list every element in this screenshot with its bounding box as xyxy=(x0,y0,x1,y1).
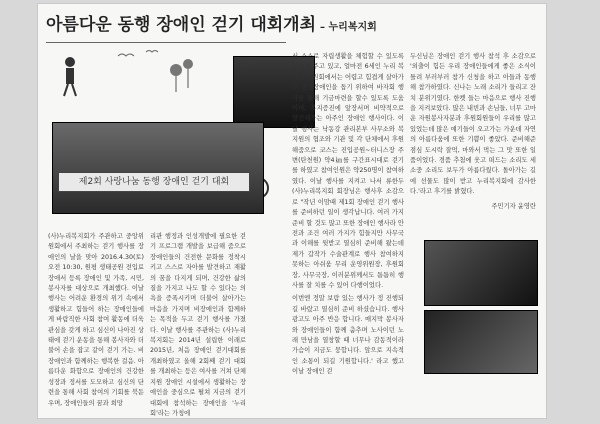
headline xyxy=(46,14,377,39)
headline-rule xyxy=(46,42,286,43)
walking-person-icon xyxy=(64,57,76,96)
byline: 주민기자 윤영란 xyxy=(491,202,536,210)
newspaper-clipping xyxy=(38,4,546,418)
headline-title: 아름다운 동행 장애인 걷기 대회개최 xyxy=(46,15,317,35)
article-column-4: 두신님은 장애인 걷기 행사 참석 후 소감으로 '외출이 힘든 우리 장애인들에게 좋은 소식이 틀려 부러부러 참가 신청을 하고 아들과 동행해 참가하였다. 신나는 노래 소리가 들리고 잔치 분위기였다. 한켓 들는 마음으로 행사 진행을 지켜보았다. 많은 내빈과 손님들, 너무 고마운 자원봉사자분과 후원회원들이 우리를 많고 있었는데 많은 얘기들이 오고가는 가운데 자연의 아름다움에 또한 기쁨이 좋았다. 준비해준 점심 도시락 잘먹, 마와서 먹는 그 맛 또한 일품이었다. 경품 추첨에 웃고 떠드는 소리도 세 소중 소리도 보두가 아름다웠다. 돌아가는 길에 선물도 많이 받고 누리복지회에 감사한다.'라고 후기를 밝혔다. 주민기자 윤영란 xyxy=(410,52,536,212)
article-column-3: 서 스스로 자립생활을 체험할 수 있도록 도움을 주고 있고, 얼마전 6세인 누리 복지회 후원회에서는 어렵고 힘겹게 살아가는 중증장애인을 돕기 위하여 바자회 행사를 통해 기금마련을 할수 있도록 도움이며, 복지증진에 앞장서며 비약적으로 발전해가는 아주인 장애인 행사이다. 이날 행사는 낙동강 관리본부 사무소와 복지원의 협조와 기관 및 각 단체에서 후원해줌으로 코스는 진입공원~터니스장 주변(탄천원) 약4㎞를 구간표시대로 걷기를 하였고 참여인원은 약250명이 참여하였다. 이날 행사를 지켜고 나서 류한두 (사)누리복지회 회장님은 행사후 소감으로 "작년 이맘때 제1회 장애인 걷기 행사를 준비하던 일이 생각납니다. 여러 가지 준비 할 것도 많고 또한 장애인 행사라 안전과 조건 여러 가지가 힘들지만 사무국과 이해를 뒷받고 열심히 준비해 왔는데 제가 갑작가 수술관계로 행사 참여하지 못하는 아쉬움 무리 운영위원장, 후원회장, 사무국장, 이러분위께서도 틈틈히 행사를 잘 치를 수 있어 다행이었다. 이번엔 정말 보람 있는 행사가 정 진행되길 바랐고 열심히 준비 하셨습니다. 행사 광고도 아주 반응 합니다. 매지막 봉사자와 장애인들이 함께 춤추며 노사이던 노래 만남을 열창할 때 너무나 감동적이라 가슴이 지금도 뭉합니다. 앞으로 지속적인 소통이 되길 기원합니다.' 라고 했고 이날 장애인 걷 xyxy=(292,52,404,378)
event-photo-gathering xyxy=(424,310,538,374)
tree-icon xyxy=(170,64,182,92)
article-column-3b: 이번엔 정말 보람 있는 행사가 정 진행되길 바랐고 열심히 준비 하셨습니다. 행사 광고도 아주 반응 합니다. 매지막 봉사자와 장애인들이 함께 춤추며 노사이던 노래 만남을 열창할 때 너무나 감동적이라 가슴이 지금도 뭉합니다. 앞으로 지속적인 소통이 되길 기원합니다.' 라고 했고 이날 장애인 걷 xyxy=(292,295,404,376)
event-photo-banner xyxy=(52,122,264,214)
bird-icon xyxy=(146,51,158,53)
article-column-1: (사)누리복지회가 주관하고 중앙위원회에서 주최하는 걷기 행사를 장애인의 날을 맞아 2016.4.30(토) 오전 10:30, 원평 생태공원 전입료 장애서 등록 장애인 및 가족, 시민, 봉사자를 대상으로 개최했다. 이날 행사는 어려운 환경의 위기 속에서 생활하고 힘들어 하는 장애인들에게 바람직한 사회 참여 활동에 더욱 관심을 갖게 하고 심신이 나아진 상태에 걷기 운동을 통해 봉사자와 더불어 손을 잡고 같이 걷기 가는. 비장애인과 함께하는 행복한 걸음. 아름다운 화합으로 장애인의 건강한 성장과 정서를 도모하고 심신의 단련을 통해 사회 참여의 기회를 북돋우며, 장애인들의 꿈과 희망 xyxy=(48,233,144,407)
headline-source: – 누리복지회 xyxy=(320,22,377,33)
event-photo-crowd xyxy=(424,240,538,306)
tree-icon xyxy=(183,59,193,88)
article-column-2: 리관 행정과 인성개발에 필요한 걷기 프로그램 개발을 보급해 줌으로 장애인들의 건전한 문화를 정착시키고 스스로 자아를 발견하고 재활의 꿈을 다지게 되며, 건강한 삶의 질을 가지고 나도 할 수 있다는 의욕을 증폭시키며 더불어 살아가는 마음을 가지며 비장애인과 함께하는 목적을 두고 걷기 행사를 가졌다. 이날 행사를 주관하는 (사)누리복지회는 2014년 설립한 이래로 2015년, 처음 장애인 걷기대회를 개최하였고 올해 2회째 걷기 대회를 개최하는 등은 여사를 거쳐 단체지원 장애인 시설에서 생활하는 장애인을 중심으로 펼쳐 지금의 걷기 대회에 참석하는 장애인을 '누리회'라는 가칭에 xyxy=(150,233,246,417)
event-banner-text: 제2회 사랑나눔 동행 장애인 걷기 대회 xyxy=(58,172,250,192)
bird-icon xyxy=(118,54,134,56)
